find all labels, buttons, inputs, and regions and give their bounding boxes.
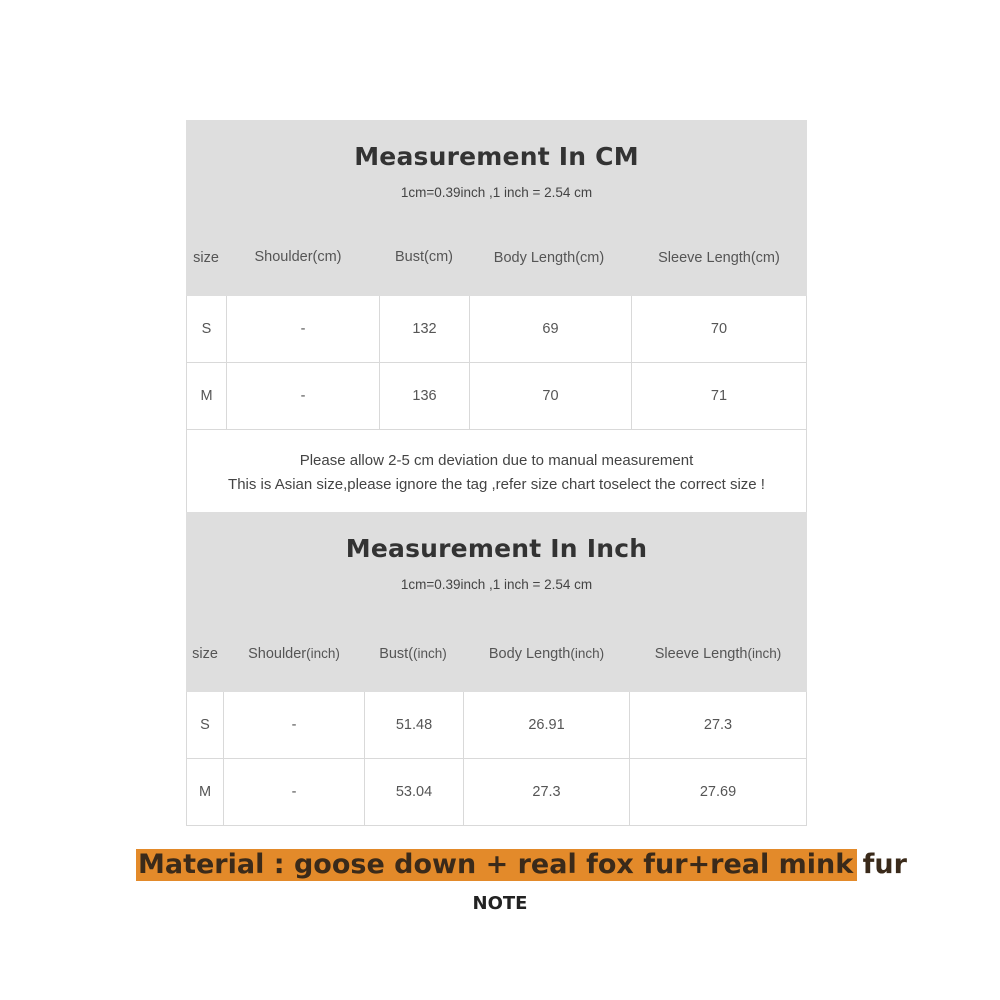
cm-s-body-length: 69 [470, 296, 632, 362]
inch-chart-header [186, 512, 807, 692]
material-banner: Material : goose down + real fox fur+real mink fur [138, 849, 907, 880]
inch-size-chart [186, 512, 807, 826]
cm-col-body-length: Body Length(cm) [493, 250, 605, 266]
cm-col-size: size [193, 250, 219, 266]
cm-m-shoulder: - [227, 363, 380, 429]
inch-chart-title: Measurement In Inch [345, 534, 648, 563]
cm-s-sleeve-length: 70 [710, 321, 728, 337]
inch-s-sleeve-length: 27.3 [703, 717, 733, 733]
cm-m-body-length: 70 [470, 363, 632, 429]
inch-col-sleeve-length-label: Sleeve Length [654, 646, 748, 662]
inch-col-body-length-label: Body Length [488, 646, 571, 662]
inch-s-bust: 51.48 [365, 692, 464, 758]
cm-s-size: S [187, 296, 227, 362]
inch-col-shoulder-label: Shoulder [248, 646, 307, 662]
cm-col-sleeve-length: Sleeve Length(cm) [658, 250, 780, 266]
cm-col-shoulder: Shoulder(cm) [254, 249, 342, 265]
inch-m-bust: 53.04 [365, 759, 464, 825]
inch-col-body-length [464, 646, 629, 662]
inch-m-body-length: 27.3 [464, 759, 630, 825]
cm-chart-title: Measurement In CM [354, 142, 639, 171]
cm-m-bust: 136 [380, 363, 470, 429]
inch-col-bust-label: Bust( [379, 646, 414, 662]
cm-chart-header [186, 120, 807, 296]
cm-size-chart [186, 120, 807, 512]
inch-m-sleeve-length: 27.69 [699, 784, 737, 800]
inch-conversion-note: 1cm=0.39inch ,1 inch = 2.54 cm [400, 577, 593, 592]
cm-col-bust: Bust(cm) [395, 249, 453, 265]
inch-col-sleeve-length-unit: (inch) [747, 646, 782, 661]
inch-col-size: size [192, 646, 218, 662]
table-row [187, 363, 806, 430]
inch-col-bust [364, 646, 462, 662]
inch-s-body-length: 26.91 [464, 692, 630, 758]
inch-col-bust-unit: (inch) [413, 646, 447, 661]
inch-s-size: S [187, 692, 224, 758]
cm-s-shoulder: - [227, 296, 380, 362]
inch-col-shoulder [224, 646, 364, 662]
cut-off-heading-wrap [0, 889, 1000, 914]
deviation-note: Please allow 2-5 cm deviation due to manual measurement [299, 452, 694, 469]
cm-table-body [186, 296, 807, 430]
asian-size-note: This is Asian size,please ignore the tag ,refer size chart toselect the correct size ! [228, 476, 765, 493]
table-row [187, 296, 806, 363]
cm-m-size: M [187, 363, 227, 429]
cut-off-heading: NOTE [472, 893, 528, 914]
table-row [187, 759, 806, 826]
inch-s-shoulder: - [224, 692, 365, 758]
inch-col-shoulder-unit: (inch) [306, 646, 340, 661]
inch-col-sleeve-length [629, 646, 807, 662]
table-row [187, 692, 806, 759]
cm-conversion-note: 1cm=0.39inch ,1 inch = 2.54 cm [400, 185, 593, 200]
measurement-notes [186, 430, 807, 512]
inch-m-size: M [187, 759, 224, 825]
inch-m-shoulder: - [224, 759, 365, 825]
inch-col-body-length-unit: (inch) [570, 646, 605, 661]
cm-m-sleeve-length: 71 [710, 388, 728, 404]
cm-s-bust: 132 [380, 296, 470, 362]
inch-table-body [186, 692, 807, 826]
